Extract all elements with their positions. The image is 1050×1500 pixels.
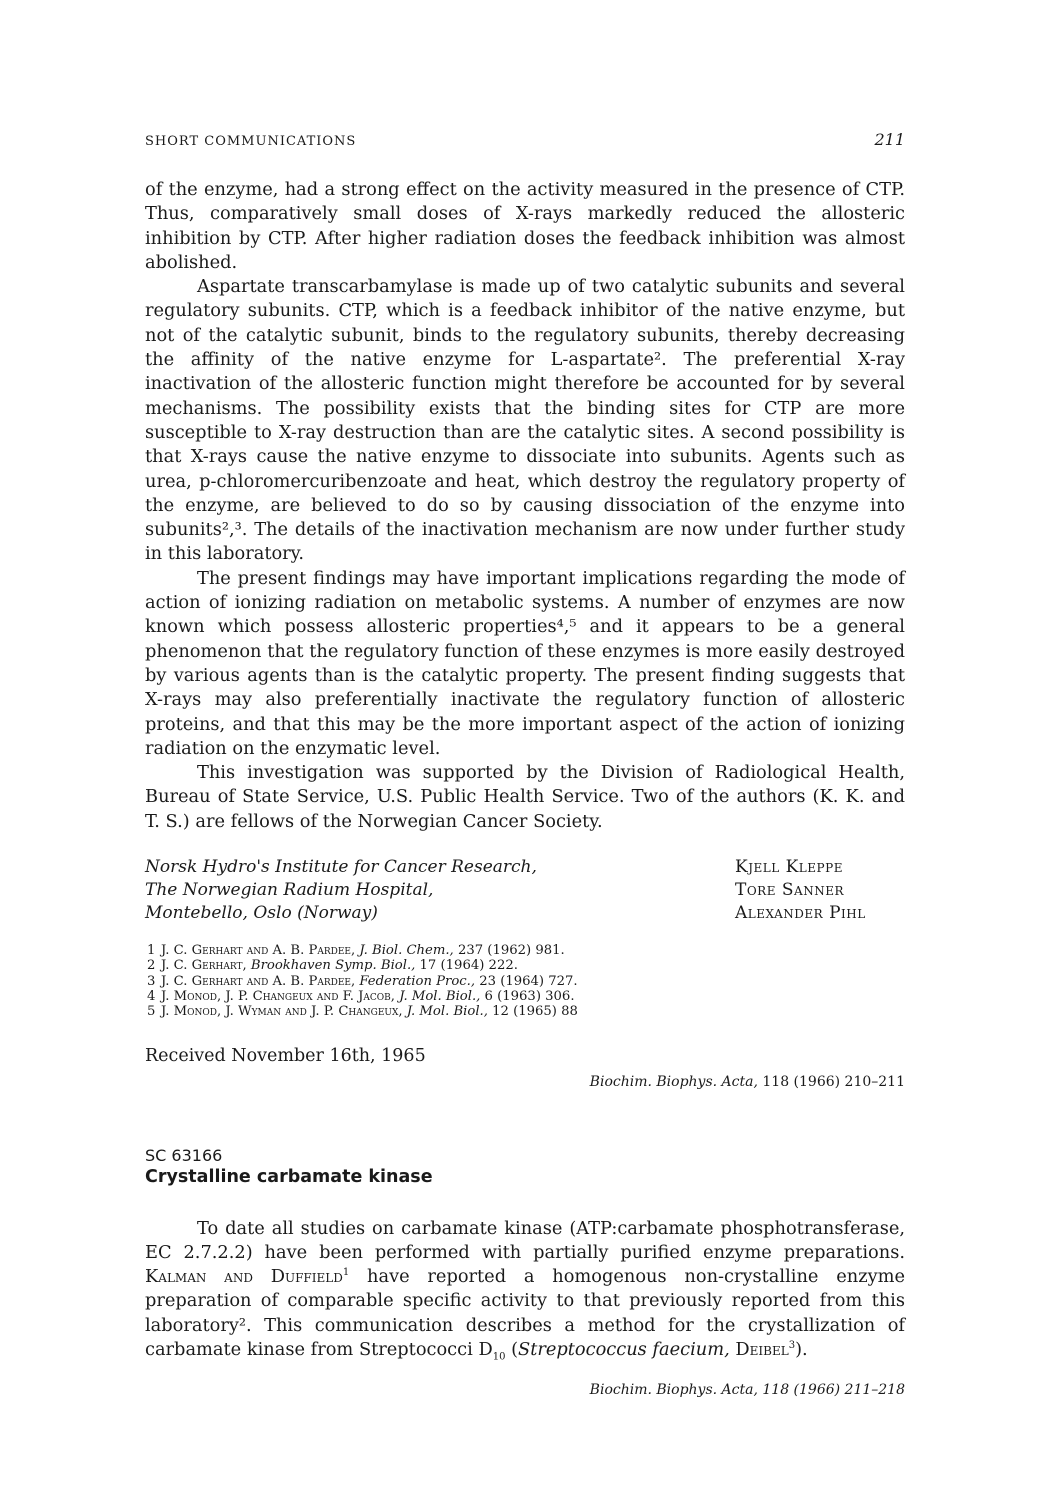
paragraph-2: Aspartate transcarbamylase is made up of two catalytic subunits and several regulatory subunits. CTP, which is a feedback inhibitor of the native enzyme, but not of the catalytic subunit, binds to the regulatory subunits, thereby decreasing the affinity of the native enzyme for L-aspartate². The preferential X-ray inactivation of the allosteric function might therefore be accounted for by several mechanisms. The possibility exists that the binding sites for CTP are more susceptible to X-ray destruction than are the catalytic sites. A second possibility is that X-rays cause the native enzyme to dissociate into subunits. Agents such as urea, p-chloromercuribenzoate and heat, which destroy the regulatory property of the enzyme, are believed to do so by causing dissociation of the enzyme into subunits²,³. The details of the inactivation mechanism are now under further study in this laboratory. [145, 276, 905, 565]
page [145, 130, 905, 1398]
author-name: Tore Sanner [735, 880, 844, 901]
paragraph-3: The present findings may have important implications regarding the mode of action of ionizing radiation on metabolic systems. A number of enzymes are now known which possess allosteric properties⁴,⁵ and it appears to be a general phenomenon that the regulatory function of these enzymes is more easily destroyed by various agents than is the catalytic property. The present finding suggests that X-rays may also preferentially inactivate the regulatory function of allosteric proteins, and that this may be the more important aspect of the action of ionizing radiation on the enzymatic level. [145, 567, 905, 759]
journal-citation: Biochim. Biophys. Acta, 118 (1966) 210–211 [589, 1073, 905, 1090]
next-article-body [145, 1217, 905, 1363]
institution-line: Norsk Hydro's Institute for Cancer Research, [145, 857, 537, 878]
references [145, 943, 905, 1019]
section-label: SHORT COMMUNICATIONS [145, 134, 357, 149]
author-name: Alexander Pihl [735, 903, 866, 924]
reference-item: 4 J. Monod, J. P. Changeux and F. Jacob, J. Mol. Biol., 6 (1963) 306. [147, 988, 575, 1004]
article-title: Crystalline carbamate kinase [145, 1166, 433, 1187]
institution-line: The Norwegian Radium Hospital, [145, 880, 434, 901]
paragraph-4: This investigation was supported by the Division of Radiological Health, Bureau of State Service, U.S. Public Health Service. Two of the authors (K. K. and T. S.) are fellows of the Norwegian Cancer Society. [145, 762, 905, 832]
journal-citation-2: Biochim. Biophys. Acta, 118 (1966) 211–218 [589, 1382, 905, 1399]
reference-item: 3 J. C. Gerhart and A. B. Pardee, Federation Proc., 23 (1964) 727. [147, 973, 578, 989]
article-code: SC 63166 [145, 1145, 223, 1165]
paragraph-1: of the enzyme, had a strong effect on the activity measured in the presence of CTP. Thus, comparatively small doses of X-rays markedly reduced the allosteric inhibition by CTP. After higher radiation doses the feedback inhibition was almost abolished. [145, 179, 905, 273]
author-name: Kjell Kleppe [735, 857, 843, 878]
reference-item: 2 J. C. Gerhart, Brookhaven Symp. Biol., 17 (1964) 222. [147, 958, 518, 974]
received-date: Received November 16th, 1965 [145, 1045, 426, 1066]
page-number: 211 [874, 130, 905, 149]
body-text [145, 178, 905, 834]
running-header [145, 130, 905, 152]
reference-item: 5 J. Monod, J. Wyman and J. P. Changeux, J. Mol. Biol., 12 (1965) 88 [147, 1004, 578, 1020]
paragraph-5: To date all studies on carbamate kinase (ATP:carbamate phosphotransferase, EC 2.7.2.2) have been performed with partially purified enzyme preparations. Kalman and Duffield$^1$ have reported a homogenous non-crystalline enzyme preparation of comparable specific activity to that previously reported from this laboratory². This communication describes a method for the crystallization of carbamate kinase from Streptococci $D_{10}$ (Streptococcus faecium, Deibel$^3$). [145, 1217, 906, 1363]
institution-line: Montebello, Oslo (Norway) [145, 903, 378, 924]
institution [145, 856, 537, 925]
affiliation-block [145, 856, 905, 925]
reference-item: 1 J. C. Gerhart and A. B. Pardee, J. Biol. Chem., 237 (1962) 981. [147, 943, 565, 959]
authors [735, 856, 905, 925]
